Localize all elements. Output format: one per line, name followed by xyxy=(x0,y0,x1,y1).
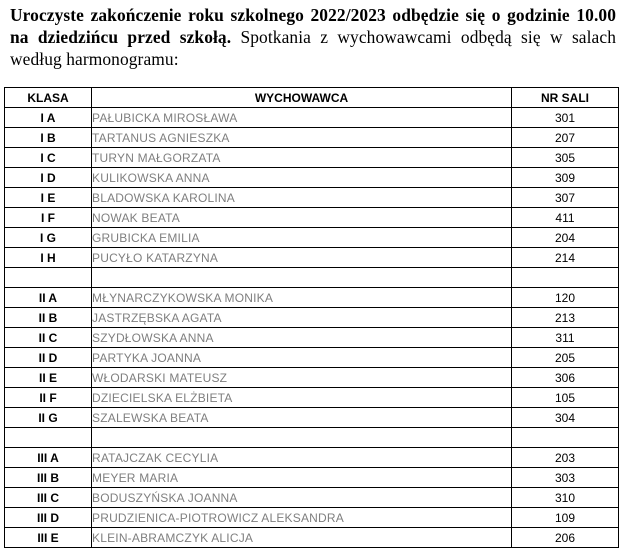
intro-normal-text: Spotkania z wychowawcami odbędą się w salach według harmonogramu: xyxy=(10,27,616,69)
klasa-cell: III D xyxy=(5,508,92,528)
klasa-cell: II C xyxy=(5,328,92,348)
wychowawca-cell: KLEIN-ABRAMCZYK ALICJA xyxy=(92,528,512,548)
table-row xyxy=(5,448,619,468)
table-row xyxy=(5,348,619,368)
table-row xyxy=(5,328,619,348)
wychowawca-cell: NOWAK BEATA xyxy=(92,208,512,228)
klasa-cell: III B xyxy=(5,468,92,488)
table-row xyxy=(5,108,619,128)
table-row xyxy=(5,208,619,228)
wychowawca-cell: PRUDZIENICA-PIOTROWICZ ALEKSANDRA xyxy=(92,508,512,528)
table-row xyxy=(5,248,619,268)
table-row xyxy=(5,368,619,388)
table-row xyxy=(5,308,619,328)
klasa-cell: III A xyxy=(5,448,92,468)
table-row xyxy=(5,228,619,248)
nr-sali-cell: 214 xyxy=(512,248,619,268)
klasa-cell: I E xyxy=(5,188,92,208)
table-row xyxy=(5,388,619,408)
klasa-cell: I D xyxy=(5,168,92,188)
wychowawca-cell: BODUSZYŃSKA JOANNA xyxy=(92,488,512,508)
klasa-cell: I C xyxy=(5,148,92,168)
wychowawca-cell: SZYDŁOWSKA ANNA xyxy=(92,328,512,348)
wychowawca-cell: SZALEWSKA BEATA xyxy=(92,408,512,428)
nr-sali-cell: 411 xyxy=(512,208,619,228)
klasa-cell: II G xyxy=(5,408,92,428)
nr-sali-cell: 301 xyxy=(512,108,619,128)
nr-sali-cell: 311 xyxy=(512,328,619,348)
table-row xyxy=(5,508,619,528)
table-row xyxy=(5,468,619,488)
nr-sali-cell: 305 xyxy=(512,148,619,168)
klasa-cell: I A xyxy=(5,108,92,128)
empty-cell xyxy=(512,428,619,448)
wychowawca-cell: RATAJCZAK CECYLIA xyxy=(92,448,512,468)
klasa-cell: II F xyxy=(5,388,92,408)
table-row xyxy=(5,188,619,208)
wychowawca-cell: PARTYKA JOANNA xyxy=(92,348,512,368)
wychowawca-cell: PAŁUBICKA MIROSŁAWA xyxy=(92,108,512,128)
nr-sali-cell: 105 xyxy=(512,388,619,408)
table-header-row xyxy=(5,88,619,108)
empty-cell xyxy=(92,268,512,288)
empty-cell xyxy=(5,268,92,288)
nr-sali-cell: 306 xyxy=(512,368,619,388)
klasa-cell: III E xyxy=(5,528,92,548)
wychowawca-cell: MŁYNARCZYKOWSKA MONIKA xyxy=(92,288,512,308)
klasa-cell: II B xyxy=(5,308,92,328)
group-separator-row xyxy=(5,268,619,288)
nr-sali-cell: 309 xyxy=(512,168,619,188)
empty-cell xyxy=(5,428,92,448)
group-separator-row xyxy=(5,428,619,448)
nr-sali-cell: 204 xyxy=(512,228,619,248)
klasa-cell: I H xyxy=(5,248,92,268)
klasa-cell: II A xyxy=(5,288,92,308)
header-nr-sali: NR SALI xyxy=(512,88,619,108)
header-klasa: KLASA xyxy=(5,88,92,108)
nr-sali-cell: 304 xyxy=(512,408,619,428)
wychowawca-cell: DZIECIELSKA ELŻBIETA xyxy=(92,388,512,408)
klasa-cell: I B xyxy=(5,128,92,148)
wychowawca-cell: WŁODARSKI MATEUSZ xyxy=(92,368,512,388)
wychowawca-cell: MEYER MARIA xyxy=(92,468,512,488)
table-row xyxy=(5,528,619,548)
schedule-table xyxy=(4,87,619,548)
table-row xyxy=(5,128,619,148)
nr-sali-cell: 205 xyxy=(512,348,619,368)
wychowawca-cell: JASTRZĘBSKA AGATA xyxy=(92,308,512,328)
table-row xyxy=(5,408,619,428)
nr-sali-cell: 203 xyxy=(512,448,619,468)
wychowawca-cell: TARTANUS AGNIESZKA xyxy=(92,128,512,148)
klasa-cell: I F xyxy=(5,208,92,228)
wychowawca-cell: TURYN MAŁGORZATA xyxy=(92,148,512,168)
table-row xyxy=(5,168,619,188)
nr-sali-cell: 120 xyxy=(512,288,619,308)
nr-sali-cell: 213 xyxy=(512,308,619,328)
header-wychowawca: WYCHOWAWCA xyxy=(92,88,512,108)
nr-sali-cell: 307 xyxy=(512,188,619,208)
klasa-cell: I G xyxy=(5,228,92,248)
nr-sali-cell: 206 xyxy=(512,528,619,548)
empty-cell xyxy=(512,268,619,288)
wychowawca-cell: GRUBICKA EMILIA xyxy=(92,228,512,248)
nr-sali-cell: 303 xyxy=(512,468,619,488)
klasa-cell: III C xyxy=(5,488,92,508)
nr-sali-cell: 109 xyxy=(512,508,619,528)
intro-paragraph xyxy=(10,4,616,70)
nr-sali-cell: 310 xyxy=(512,488,619,508)
wychowawca-cell: BLADOWSKA KAROLINA xyxy=(92,188,512,208)
wychowawca-cell: KULIKOWSKA ANNA xyxy=(92,168,512,188)
klasa-cell: II D xyxy=(5,348,92,368)
table-row xyxy=(5,488,619,508)
wychowawca-cell: PUCYŁO KATARZYNA xyxy=(92,248,512,268)
empty-cell xyxy=(92,428,512,448)
schedule-body xyxy=(5,108,619,548)
klasa-cell: II E xyxy=(5,368,92,388)
table-row xyxy=(5,148,619,168)
nr-sali-cell: 207 xyxy=(512,128,619,148)
table-row xyxy=(5,288,619,308)
intro-bold-text: Uroczyste zakończenie roku szkolnego 2022/2023 odbędzie się o godzinie 10.00 na dziedzińcu przed szkołą. xyxy=(10,5,616,47)
